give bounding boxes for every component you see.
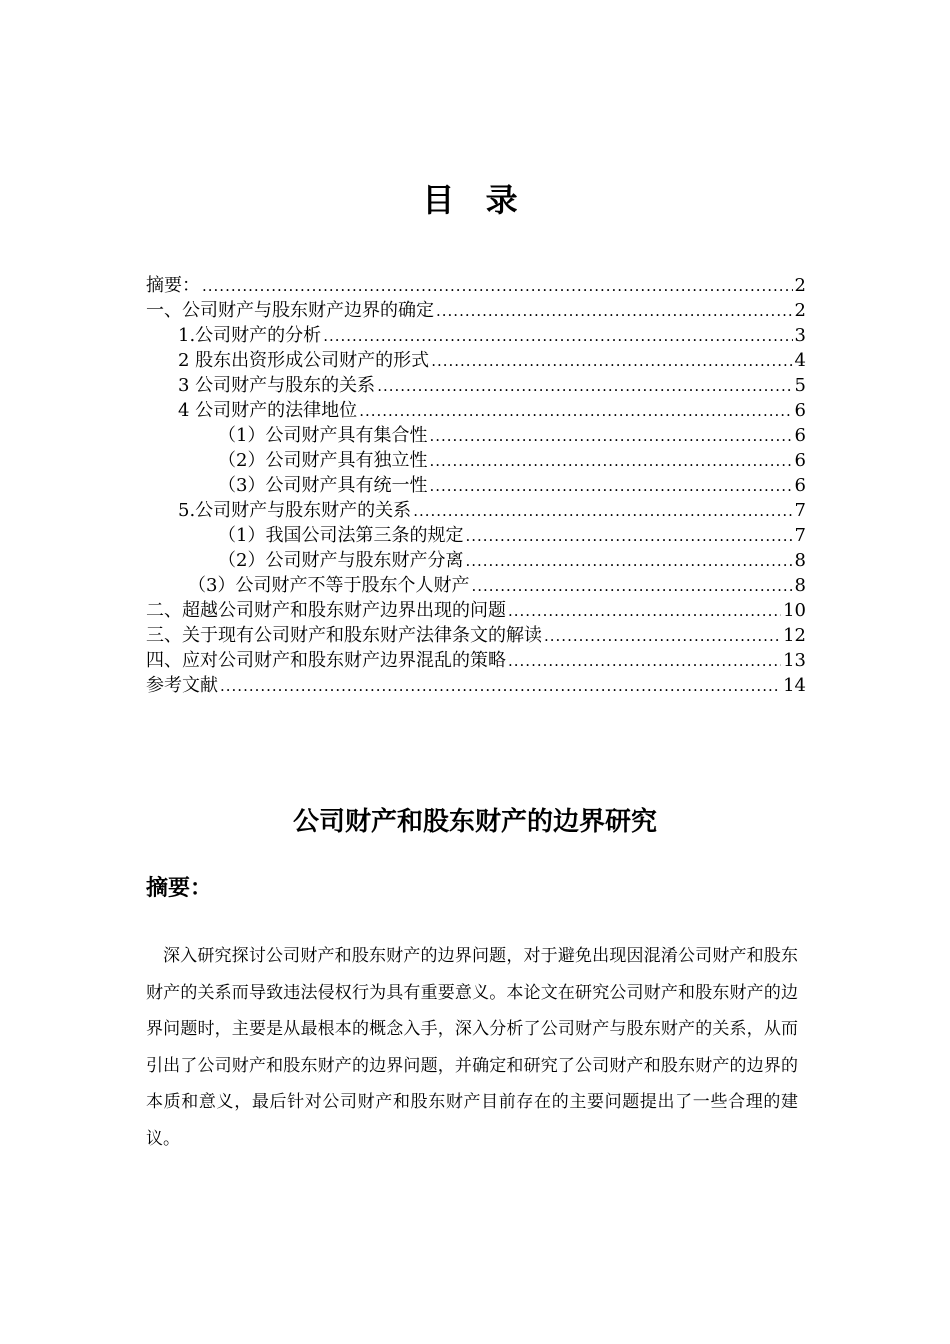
toc-leader (544, 624, 781, 649)
toc-leader (323, 324, 792, 349)
toc-entry-1-5[interactable] (146, 498, 806, 523)
toc-leader (508, 599, 781, 624)
toc-page-number: 10 (783, 600, 806, 621)
toc-entry-text: 二、超越公司财产和股东财产边界出现的问题 (146, 600, 506, 621)
toc-entry-text: 三、关于现有公司财产和股东财产法律条文的解读 (146, 625, 542, 646)
toc-entry-section-2[interactable] (146, 598, 806, 623)
abstract-paragraph: 深入研究探讨公司财产和股东财产的边界问题，对于避免出现因混淆公司财产和股东财产的关系而导致违法侵权行为具有重要意义。本论文在研究公司财产和股东财产的边界问题时，主要是从最根本的概念入手，深入分析了公司财产与股东财产的关系，从而引出了公司财产和股东财产的边界问题，并确定和研究了公司财产和股东财产的边界的本质和意义，最后针对公司财产和股东财产目前存在的主要问题提出了一些合理的建议。 (146, 946, 798, 1149)
toc-entry-text: 3 公司财产与股东的关系 (178, 375, 376, 396)
toc-leader (465, 549, 792, 574)
toc-leader (429, 424, 792, 449)
toc-page-number: 6 (794, 400, 806, 421)
toc-leader (359, 399, 792, 424)
toc-page-number: 6 (794, 425, 806, 446)
toc-entry-text: （1）我国公司法第三条的规定 (218, 525, 464, 546)
toc-leader (465, 524, 792, 549)
toc-entry-abstract[interactable] (146, 273, 806, 298)
toc-entry-1-1[interactable] (146, 323, 806, 348)
toc-leader (413, 499, 792, 524)
toc-entry-text: 2 股东出资形成公司财产的形式 (178, 350, 430, 371)
toc-page-number: 8 (794, 550, 806, 571)
toc-entry-text: 1.公司财产的分析 (178, 325, 322, 346)
toc-leader (202, 274, 793, 299)
toc-page-number: 7 (794, 525, 806, 546)
toc-entry-1-3[interactable] (146, 373, 806, 398)
toc-page-number: 14 (783, 675, 806, 696)
toc-page-number: 7 (794, 500, 806, 521)
toc-entry-text: （3）公司财产具有统一性 (218, 475, 428, 496)
toc-leader (429, 474, 792, 499)
toc-entry-1-4-3[interactable] (146, 473, 806, 498)
toc-entry-1-5-1[interactable] (146, 523, 806, 548)
toc-entry-1-4[interactable] (146, 398, 806, 423)
toc-page-number: 4 (794, 350, 806, 371)
toc-leader (429, 449, 792, 474)
toc-page-number: 3 (794, 325, 806, 346)
toc-entry-1-5-3[interactable] (146, 573, 806, 598)
toc-page-number: 12 (783, 625, 806, 646)
toc-entry-text: （1）公司财产具有集合性 (218, 425, 428, 446)
toc-page-number: 13 (783, 650, 806, 671)
toc-entry-text: 4 公司财产的法律地位 (178, 400, 358, 421)
toc-page-number: 6 (794, 475, 806, 496)
toc-entry-text: 5.公司财产与股东财产的关系 (178, 500, 412, 521)
toc-entry-text: 参考文献 (146, 675, 218, 696)
toc-page-number: 2 (794, 275, 806, 296)
toc-entry-1-4-1[interactable] (146, 423, 806, 448)
toc-entry-section-3[interactable] (146, 623, 806, 648)
toc-entry-1-5-2[interactable] (146, 548, 806, 573)
toc-leader (431, 349, 792, 374)
toc-entry-text: （2）公司财产具有独立性 (218, 450, 428, 471)
toc-page-number: 6 (794, 450, 806, 471)
toc-leader (508, 649, 781, 674)
toc-leader (377, 374, 792, 399)
toc-entry-1-4-2[interactable] (146, 448, 806, 473)
toc-entry-text: 四、应对公司财产和股东财产边界混乱的策略 (146, 650, 506, 671)
toc-leader (220, 674, 781, 699)
toc-leader (471, 574, 792, 599)
toc-entry-text: 一、公司财产与股东财产边界的确定 (146, 300, 434, 321)
toc-page-number: 2 (794, 300, 806, 321)
toc-entry-section-1[interactable] (146, 298, 806, 323)
toc-entry-section-4[interactable] (146, 648, 806, 673)
toc-leader (436, 299, 793, 324)
toc-entry-1-2[interactable] (146, 348, 806, 373)
toc-title: 目 录 (422, 181, 528, 219)
abstract-heading: 摘要： (146, 875, 213, 901)
toc-entry-text: 摘要： (146, 275, 200, 296)
toc-entry-text: （2）公司财产与股东财产分离 (218, 550, 464, 571)
toc-entry-text: （3）公司财产不等于股东个人财产 (188, 575, 470, 596)
document-title: 公司财产和股东财产的边界研究 (292, 807, 657, 837)
toc-page-number: 8 (794, 575, 806, 596)
toc-entry-references[interactable] (146, 673, 806, 698)
toc-page-number: 5 (794, 375, 806, 396)
table-of-contents (146, 273, 806, 698)
